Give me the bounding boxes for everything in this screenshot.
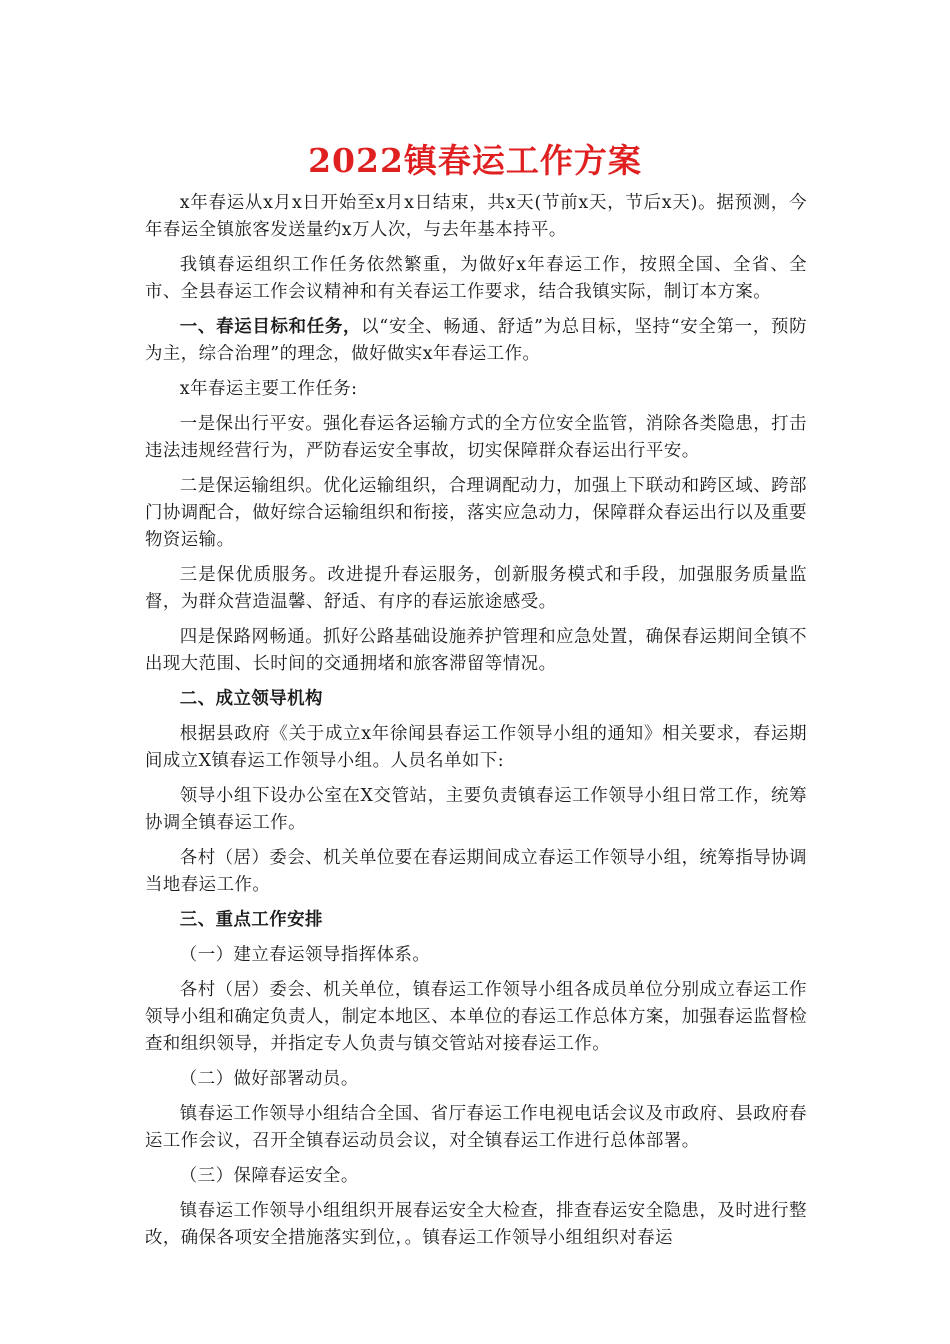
section-heading xyxy=(145,686,807,713)
body-paragraph xyxy=(145,721,807,775)
body-paragraph xyxy=(145,624,807,678)
paragraph-text: 领导小组下设办公室在X交管站，主要负责镇春运工作领导小组日常工作，统筹协调全镇春运工作。 xyxy=(145,786,807,833)
paragraph-text: 二是保运输组织。优化运输组织，合理调配动力，加强上下联动和跨区域、跨部门协调配合，做好综合运输组织和衔接，落实应急动力，保障群众春运出行以及重要物资运输。 xyxy=(145,476,807,550)
body-paragraph xyxy=(145,1066,807,1093)
body-paragraph xyxy=(145,562,807,616)
paragraph-text: （三）保障春运安全。 xyxy=(179,1166,359,1186)
paragraph-text: （二）做好部署动员。 xyxy=(179,1069,359,1089)
paragraph-text: 一是保出行平安。强化春运各运输方式的全方位安全监管，消除各类隐患，打击违法违规经营行为，严防春运安全事故，切实保障群众春运出行平安。 xyxy=(145,414,807,461)
paragraph-text: 以“安全、畅通、舒适”为总目标，坚持“安全第一，预防为主，综合治理”的理念，做好做实x年春运工作。 xyxy=(145,317,807,364)
paragraph-text: 各村（居）委会、机关单位，镇春运工作领导小组各成员单位分别成立春运工作领导小组和确定负责人，制定本地区、本单位的春运工作总体方案，加强春运监督检查和组织领导，并指定专人负责与镇交管站对接春运工作。 xyxy=(145,980,807,1054)
paragraph-text: x年春运主要工作任务: xyxy=(179,379,358,399)
paragraph-text: 三是保优质服务。改进提升春运服务，创新服务模式和手段，加强服务质量监督，为群众营造温馨、舒适、有序的春运旅途感受。 xyxy=(145,565,807,612)
body-paragraph xyxy=(145,1163,807,1190)
paragraph-text: x年春运从x月x日开始至x月x日结束，共x天(节前x天，节后x天)。据预测，今年春运全镇旅客发送量约x万人次，与去年基本持平。 xyxy=(145,193,807,240)
paragraph-text: 三、重点工作安排 xyxy=(179,910,323,930)
section-heading xyxy=(145,907,807,934)
paragraph-text: 我镇春运组织工作任务依然繁重，为做好x年春运工作，按照全国、全省、全市、全县春运工作会议精神和有关春运工作要求，结合我镇实际，制订本方案。 xyxy=(145,255,807,302)
body-paragraph xyxy=(145,1101,807,1155)
body-paragraph xyxy=(145,473,807,554)
body-paragraph xyxy=(145,252,807,306)
paragraph-lead: 一、春运目标和任务， xyxy=(179,317,362,337)
paragraph-text: 四是保路网畅通。抓好公路基础设施养护管理和应急处置，确保春运期间全镇不出现大范围、长时间的交通拥堵和旅客滞留等情况。 xyxy=(145,627,807,674)
body-paragraph xyxy=(145,314,807,368)
body-paragraph xyxy=(145,942,807,969)
body-paragraph xyxy=(145,190,807,244)
paragraph-text: 镇春运工作领导小组结合全国、省厅春运工作电视电话会议及市政府、县政府春运工作会议，召开全镇春运动员会议，对全镇春运工作进行总体部署。 xyxy=(145,1104,807,1151)
document-title: 2022镇春运工作方案 xyxy=(308,141,642,180)
body-paragraph xyxy=(145,845,807,899)
paragraph-text: 根据县政府《关于成立x年徐闻县春运工作领导小组的通知》相关要求，春运期间成立X镇春运工作领导小组。人员名单如下: xyxy=(145,724,807,771)
paragraph-text: 各村（居）委会、机关单位要在春运期间成立春运工作领导小组，统筹指导协调当地春运工作。 xyxy=(145,848,807,895)
paragraph-text: 二、成立领导机构 xyxy=(179,689,323,709)
paragraph-text: 镇春运工作领导小组组织开展春运安全大检查，排查春运安全隐患，及时进行整改，确保各项安全措施落实到位，。镇春运工作领导小组组织对春运 xyxy=(145,1201,807,1248)
body-paragraph xyxy=(145,376,807,403)
document-body xyxy=(145,190,807,1260)
body-paragraph xyxy=(145,783,807,837)
paragraph-text: （一）建立春运领导指挥体系。 xyxy=(179,945,431,965)
body-paragraph xyxy=(145,977,807,1058)
body-paragraph xyxy=(145,1198,807,1252)
body-paragraph xyxy=(145,411,807,465)
